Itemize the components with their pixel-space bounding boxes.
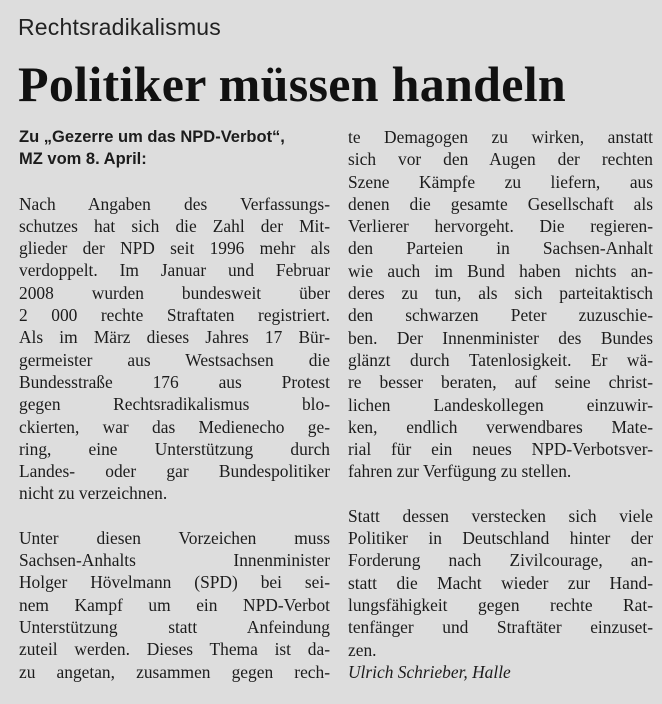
text-line: statt die Macht wieder zur Hand- [348, 572, 653, 593]
text-line: 2 000 rechte Straftaten registriert. [19, 305, 330, 326]
right-paragraph-1 [348, 126, 653, 483]
text-line: verdoppelt. Im Januar und Februar [19, 260, 330, 281]
text-line: Forderung nach Zivilcourage, an- [348, 550, 653, 571]
right-paragraph-2 [348, 505, 653, 661]
text-line: Unter diesen Vorzeichen muss [19, 527, 330, 548]
text-line: Politiker in Deutschland hinter der [348, 528, 653, 549]
text-line: sich vor den Augen der rechten [348, 149, 653, 170]
text-line: Als im März dieses Jahres 17 Bür- [19, 327, 330, 348]
reference-line: Zu „Gezerre um das NPD-Verbot“, [19, 128, 285, 146]
text-line: Holger Hövelmann (SPD) bei sei- [19, 572, 330, 593]
letter-author: Ulrich Schrieber, Halle [348, 661, 511, 682]
text-line: Verlierer hervorgeht. Die regieren- [348, 216, 653, 237]
text-line: te Demagogen zu wirken, anstatt [348, 127, 653, 147]
text-line: ken, endlich verwendbares Mate- [348, 416, 653, 437]
section-rubric: Rechtsradikalismus [18, 14, 221, 40]
text-line: lichen Landeskollegen einzuwir- [348, 394, 653, 415]
text-line: nem Kampf um ein NPD-Verbot [19, 594, 330, 615]
text-line: zuteil werden. Dieses Thema ist da- [19, 639, 330, 660]
text-line: rial für ein neues NPD-Verbotsver- [348, 439, 653, 460]
text-line: glänzt durch Tatenlosigkeit. Er wä- [348, 349, 653, 370]
text-line: Bundesstraße 176 aus Protest [19, 371, 330, 392]
text-line: Sachsen-Anhalts Innenminister [19, 550, 330, 571]
text-line: den Parteien in Sachsen-Anhalt [348, 238, 653, 259]
text-line: deres zu tun, als sich parteitaktisch [348, 283, 653, 304]
text-line: den schwarzen Peter zuzuschie- [348, 305, 653, 326]
text-line: 2008 wurden bundesweit über [19, 282, 330, 303]
headline: Politiker müssen handeln [18, 56, 567, 112]
text-line: re besser beraten, auf seine christ- [348, 372, 653, 393]
text-line: ring, eine Unterstützung durch [19, 438, 330, 459]
text-line: Landes- oder gar Bundespolitiker [19, 461, 330, 482]
text-line: schutzes hat sich die Zahl der Mit- [19, 215, 330, 236]
text-line: gegen Rechtsradikalismus blo- [19, 394, 330, 415]
text-line: nicht zu verzeichnen. [19, 483, 168, 504]
left-paragraph-2 [19, 527, 330, 683]
text-line: glieder der NPD seit 1996 mehr als [19, 238, 330, 259]
text-line: Szene Kämpfe zu liefern, aus [348, 171, 653, 192]
text-line: wie auch im Bund haben nichts an- [348, 260, 653, 281]
text-line: ben. Der Innenminister des Bundes [348, 327, 653, 348]
text-line: Unterstützung statt Anfeindung [19, 616, 330, 637]
text-line: Nach Angaben des Verfassungs- [19, 193, 330, 214]
text-line: germeister aus Westsachsen die [19, 349, 330, 370]
text-line: lungsfähigkeit gegen rechte Rat- [348, 594, 653, 615]
text-line: zen. [348, 639, 377, 660]
text-line: Statt dessen verstecken sich viele [348, 505, 653, 526]
text-line: denen die gesamte Gesellschaft als [348, 193, 653, 214]
text-line: fahren zur Verfügung zu stellen. [348, 461, 572, 482]
text-line: tenfänger und Straftäter einzuset- [348, 617, 653, 638]
left-column [19, 126, 330, 683]
text-line: zu angetan, zusammen gegen rech- [19, 661, 330, 682]
reference-line: MZ vom 8. April: [19, 150, 147, 169]
article-reference [19, 126, 330, 171]
left-paragraph-1 [19, 193, 330, 505]
text-line: ckierten, war das Medienecho ge- [19, 416, 330, 437]
right-column [348, 126, 653, 683]
